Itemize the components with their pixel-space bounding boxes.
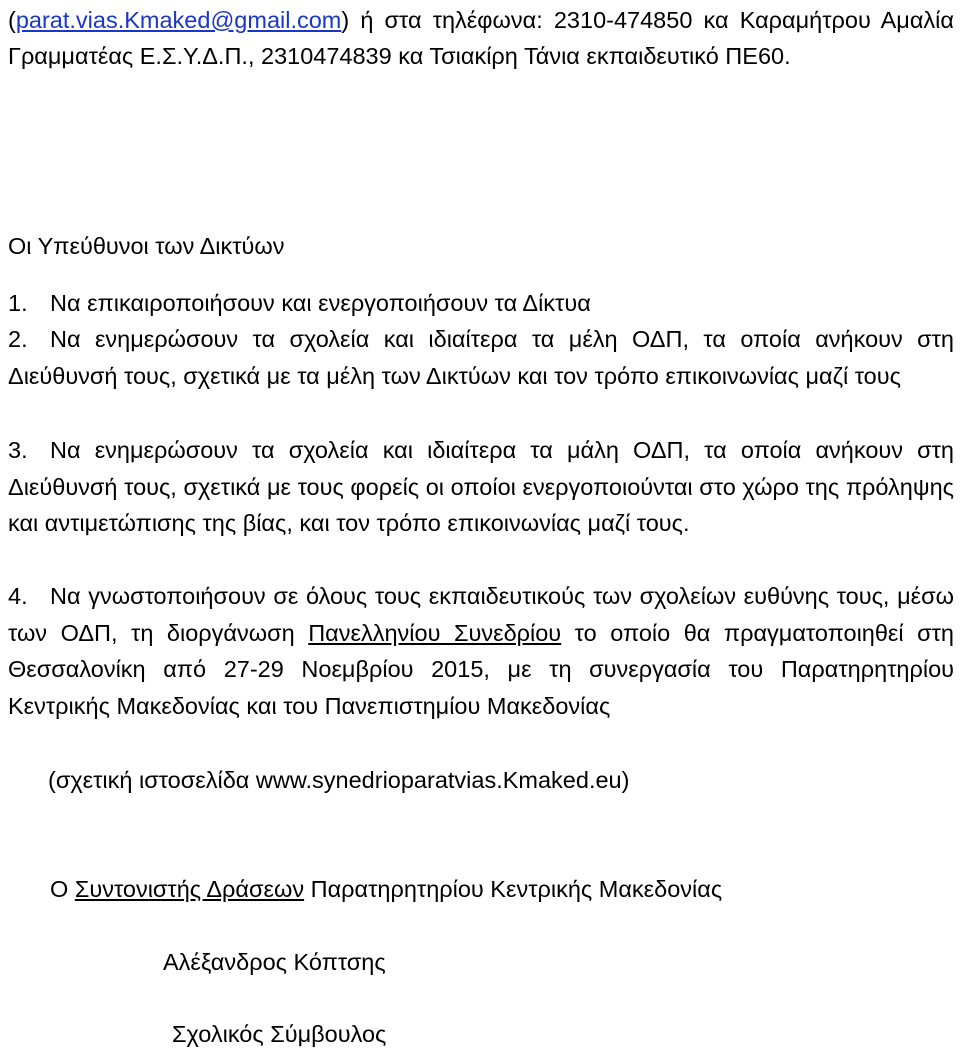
contact-text: ) ή στα τηλέφωνα: 2310-474850 κα Καραμήτρου Αμαλία Γραμματέας Ε.Σ.Υ.Δ.Π., 2310474839 κα Τσιακίρη Τάνια εκπαιδευτικό ΠΕ60. bbox=[8, 7, 954, 69]
role-prefix: Ο bbox=[50, 876, 75, 902]
item-number: 2. bbox=[8, 326, 28, 352]
signatory-name: Αλέξανδρος Κόπτσης bbox=[163, 949, 386, 975]
item-text-part1: Να γνωστοποιήσουν σε όλους τους εκπαιδευτικούς των σχολείων ευθύνης τους, μέσω των ΟΔΠ, τη διοργάνωση bbox=[8, 583, 954, 646]
signatory-title: Σχολικός Σύμβουλος bbox=[172, 1021, 387, 1047]
role-suffix: Παρατηρητηρίου Κεντρικής Μακεδονίας bbox=[304, 876, 723, 902]
list-item-4 bbox=[8, 578, 954, 724]
list-item-2 bbox=[8, 321, 954, 394]
list-item-3 bbox=[8, 432, 954, 542]
signature-role bbox=[50, 871, 722, 907]
list-item-1 bbox=[8, 285, 954, 322]
item-number: 3. bbox=[8, 437, 28, 463]
item-text: Να ενημερώσουν τα σχολεία και ιδιαίτερα τα μέλη ΟΔΠ, τα οποία ανήκουν στη Διεύθυνσή τους, σχετικά με τα μέλη των Δικτύων και τον τρόπο επικοινωνίας μαζί τους bbox=[8, 326, 954, 389]
item-number: 1. bbox=[8, 290, 28, 316]
item-text bbox=[8, 578, 954, 724]
open-paren: ( bbox=[8, 7, 16, 33]
role-underlined: Συντονιστής Δράσεων bbox=[74, 876, 305, 902]
item-text: Να επικαιροποιήσουν και ενεργοποιήσουν τα Δίκτυα bbox=[50, 290, 591, 316]
item-number: 4. bbox=[8, 583, 28, 609]
section-heading: Οι Υπεύθυνοι των Δικτύων bbox=[8, 233, 285, 259]
item-text: Να ενημερώσουν τα σχολεία και ιδιαίτερα τα μάλη ΟΔΠ, τα οποία ανήκουν στη Διεύθυνσή τους, σχετικά με τους φορείς οι οποίοι ενεργοποιούνται στο χώρο της πρόληψης και αντιμετώπισης της βίας, και τον τρόπο επικοινωνίας μαζί τους. bbox=[8, 437, 954, 536]
email-link[interactable]: parat.vias.Kmaked@gmail.com bbox=[15, 7, 342, 33]
item-text-part2: το οποίο θα πραγματοποιηθεί στη Θεσσαλονίκη από 27-29 Νοεμβρίου 2015, με τη συνεργασία του Παρατηρητηρίου Κεντρικής Μακεδονίας και του Πανεπιστημίου Μακεδονίας bbox=[8, 619, 954, 719]
contact-paragraph bbox=[8, 2, 954, 74]
conference-name: Πανελληνίου Συνεδρίου bbox=[308, 619, 562, 646]
website-reference: (σχετική ιστοσελίδα www.synedrioparatvias.Kmaked.eu) bbox=[48, 767, 630, 793]
